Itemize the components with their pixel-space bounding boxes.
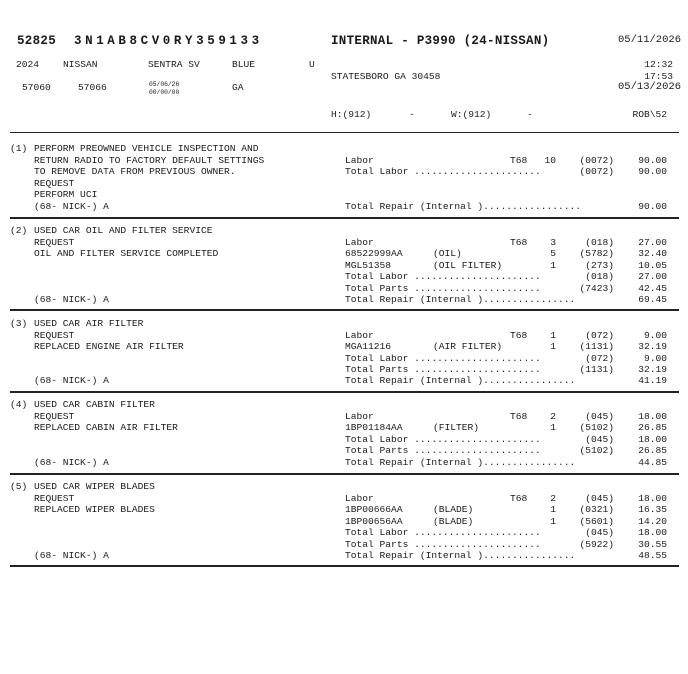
- line-amount: 16.35: [638, 504, 667, 515]
- line-label: Labor: [345, 492, 374, 504]
- home-phone: H:(912): [331, 109, 372, 120]
- line-ref: (018): [585, 271, 614, 282]
- line-amount: 9.00: [643, 329, 667, 341]
- work-phone-dash: -: [527, 109, 533, 120]
- line-desc: (AIR FILTER): [433, 341, 503, 352]
- section-desc-line: REQUEST: [34, 177, 75, 189]
- total-repair-label: Total Repair (Internal )................: [345, 457, 576, 468]
- technician: (68- NICK-) A: [34, 201, 109, 212]
- line-amount: 27.00: [638, 236, 667, 248]
- line-qty: 5: [550, 248, 556, 259]
- line-label: Labor: [345, 329, 374, 341]
- line-amount: 9.00: [643, 352, 667, 364]
- line-ref: (5102): [579, 445, 614, 456]
- section-number: (2): [10, 225, 28, 236]
- line-desc: (BLADE): [433, 515, 474, 527]
- line-ref: (045): [585, 492, 614, 504]
- repair-section-4: [0, 399, 688, 469]
- line-amount: 18.00: [638, 527, 667, 538]
- section-divider: [10, 217, 679, 219]
- section-desc-line: PERFORM PREOWNED VEHICLE INSPECTION AND: [34, 143, 259, 154]
- line-qty: 1: [550, 504, 556, 515]
- line-amount: 90.00: [638, 166, 667, 177]
- line-qty: 1: [550, 515, 556, 527]
- technician: (68- NICK-) A: [34, 457, 109, 468]
- line-label: Labor: [345, 236, 374, 248]
- line-ref: (5102): [579, 422, 614, 433]
- total-repair-label: Total Repair (Internal )................: [345, 375, 576, 386]
- time-close: 17:53: [644, 71, 673, 82]
- section-desc-line: TO REMOVE DATA FROM PREVIOUS OWNER.: [34, 166, 236, 177]
- total-repair-amount: 48.55: [638, 550, 667, 561]
- section-desc-line: OIL AND FILTER SERVICE COMPLETED: [34, 248, 219, 259]
- line-label: 1BP01184AA: [345, 422, 403, 433]
- section-number: (4): [10, 399, 28, 410]
- line-amount: 30.55: [638, 538, 667, 550]
- repair-section-1: [0, 143, 688, 215]
- total-repair-amount: 44.85: [638, 457, 667, 468]
- service-advisor: ROB\52: [632, 109, 667, 120]
- section-desc-line: USED CAR AIR FILTER: [34, 318, 144, 329]
- line-qty: 10: [544, 154, 556, 166]
- line-ref: (045): [585, 410, 614, 422]
- ro-number: 52825: [17, 34, 57, 48]
- line-desc: (FILTER): [433, 422, 480, 433]
- line-ref: (0072): [579, 154, 614, 166]
- line-amount: 26.85: [638, 445, 667, 456]
- section-divider: [10, 391, 679, 393]
- date-close: 05/13/2026: [617, 81, 681, 93]
- line-label: Total Parts ......................: [345, 364, 541, 375]
- section-desc-line: REQUEST: [34, 492, 75, 504]
- line-amount: 18.00: [638, 433, 667, 445]
- section-number: (5): [10, 481, 28, 492]
- customer-city: STATESBORO GA 30458: [331, 71, 441, 82]
- line-label: Labor: [345, 410, 374, 422]
- line-code: T68: [510, 154, 528, 166]
- section-desc-line: REPLACED CABIN AIR FILTER: [34, 422, 178, 433]
- line-amount: 26.85: [638, 422, 667, 433]
- line-label: Total Parts ......................: [345, 538, 541, 550]
- line-label: 68522999AA: [345, 248, 403, 259]
- line-amount: 32.19: [638, 341, 667, 352]
- section-divider: [10, 565, 679, 567]
- line-amount: 42.45: [638, 282, 667, 294]
- line-ref: (018): [585, 236, 614, 248]
- line-ref: (0072): [579, 166, 614, 177]
- section-desc-line: REQUEST: [34, 236, 75, 248]
- line-amount: 10.05: [638, 259, 667, 271]
- line-amount: 32.40: [638, 248, 667, 259]
- line-label: Total Labor ......................: [345, 433, 541, 445]
- technician: (68- NICK-) A: [34, 294, 109, 305]
- repair-section-5: [0, 481, 688, 563]
- line-code: T68: [510, 410, 528, 422]
- section-desc-line: USED CAR OIL AND FILTER SERVICE: [34, 225, 213, 236]
- vehicle-model: SENTRA SV: [148, 59, 200, 70]
- mileage-out: 57066: [78, 82, 107, 93]
- work-phone: W:(912): [451, 109, 492, 120]
- line-ref: (5601): [579, 515, 614, 527]
- time-open: 12:32: [644, 59, 673, 70]
- section-number: (1): [10, 143, 28, 154]
- section-desc-line: REQUEST: [34, 410, 75, 422]
- line-ref: (1131): [579, 364, 614, 375]
- line-amount: 14.20: [638, 515, 667, 527]
- line-label: MGA11216: [345, 341, 392, 352]
- line-label: Labor: [345, 154, 374, 166]
- vehicle-code: U: [309, 59, 315, 70]
- line-ref: (072): [585, 352, 614, 364]
- line-label: 1BP00656AA: [345, 515, 403, 527]
- line-ref: (045): [585, 527, 614, 538]
- order-title: INTERNAL - P3990 (24-NISSAN): [331, 34, 550, 48]
- line-qty: 2: [550, 410, 556, 422]
- technician: (68- NICK-) A: [34, 375, 109, 386]
- line-label: Total Labor ......................: [345, 166, 541, 177]
- home-phone-dash: -: [409, 109, 415, 120]
- line-qty: 1: [550, 329, 556, 341]
- vin-number: 3N1AB8CV0RY359133: [74, 34, 263, 48]
- line-ref: (1131): [579, 341, 614, 352]
- line-ref: (7423): [579, 282, 614, 294]
- line-ref: (5922): [579, 538, 614, 550]
- technician: (68- NICK-) A: [34, 550, 109, 561]
- section-number: (3): [10, 318, 28, 329]
- tiny-zero-date: 00/00/00: [149, 89, 180, 96]
- line-label: Total Labor ......................: [345, 527, 541, 538]
- section-desc-line: REQUEST: [34, 329, 75, 341]
- line-qty: 3: [550, 236, 556, 248]
- line-qty: 1: [550, 422, 556, 433]
- section-desc-line: REPLACED WIPER BLADES: [34, 504, 155, 515]
- line-ref: (273): [585, 259, 614, 271]
- line-ref: (5782): [579, 248, 614, 259]
- mileage-in: 57060: [22, 82, 51, 93]
- total-repair-amount: 41.19: [638, 375, 667, 386]
- tiny-date: 05/06/26: [149, 81, 180, 88]
- section-divider: [10, 309, 679, 311]
- state-code: GA: [232, 82, 244, 93]
- line-qty: 1: [550, 259, 556, 271]
- vehicle-year: 2024: [16, 59, 40, 70]
- line-label: Total Labor ......................: [345, 352, 541, 364]
- section-desc-line: RETURN RADIO TO FACTORY DEFAULT SETTINGS: [34, 154, 265, 166]
- line-ref: (072): [585, 329, 614, 341]
- line-ref: (0321): [579, 504, 614, 515]
- line-amount: 32.19: [638, 364, 667, 375]
- line-desc: (BLADE): [433, 504, 474, 515]
- line-label: Total Parts ......................: [345, 282, 541, 294]
- line-desc: (OIL): [433, 248, 462, 259]
- line-amount: 90.00: [638, 154, 667, 166]
- section-desc-line: USED CAR WIPER BLADES: [34, 481, 155, 492]
- line-label: MGL51358: [345, 259, 392, 271]
- vehicle-make: NISSAN: [63, 59, 98, 70]
- total-repair-amount: 69.45: [638, 294, 667, 305]
- total-repair-label: Total Repair (Internal ).................: [345, 201, 582, 212]
- section-desc-line: REPLACED ENGINE AIR FILTER: [34, 341, 184, 352]
- total-repair-label: Total Repair (Internal )................: [345, 294, 576, 305]
- line-qty: 1: [550, 341, 556, 352]
- section-desc-line: PERFORM UCI: [34, 189, 98, 200]
- line-amount: 27.00: [638, 271, 667, 282]
- line-amount: 18.00: [638, 492, 667, 504]
- header-divider: [10, 132, 679, 133]
- repair-section-3: [0, 318, 688, 388]
- total-repair-label: Total Repair (Internal )................: [345, 550, 576, 561]
- section-divider: [10, 473, 679, 475]
- line-amount: 18.00: [638, 410, 667, 422]
- line-desc: (OIL FILTER): [433, 259, 503, 271]
- line-label: 1BP00666AA: [345, 504, 403, 515]
- vehicle-color: BLUE: [232, 59, 256, 70]
- line-label: Total Labor ......................: [345, 271, 541, 282]
- line-qty: 2: [550, 492, 556, 504]
- line-code: T68: [510, 329, 528, 341]
- date-open: 05/11/2026: [617, 34, 681, 46]
- line-label: Total Parts ......................: [345, 445, 541, 456]
- line-code: T68: [510, 492, 528, 504]
- section-desc-line: USED CAR CABIN FILTER: [34, 399, 155, 410]
- total-repair-amount: 90.00: [638, 201, 667, 212]
- repair-section-2: [0, 225, 688, 307]
- line-code: T68: [510, 236, 528, 248]
- line-ref: (045): [585, 433, 614, 445]
